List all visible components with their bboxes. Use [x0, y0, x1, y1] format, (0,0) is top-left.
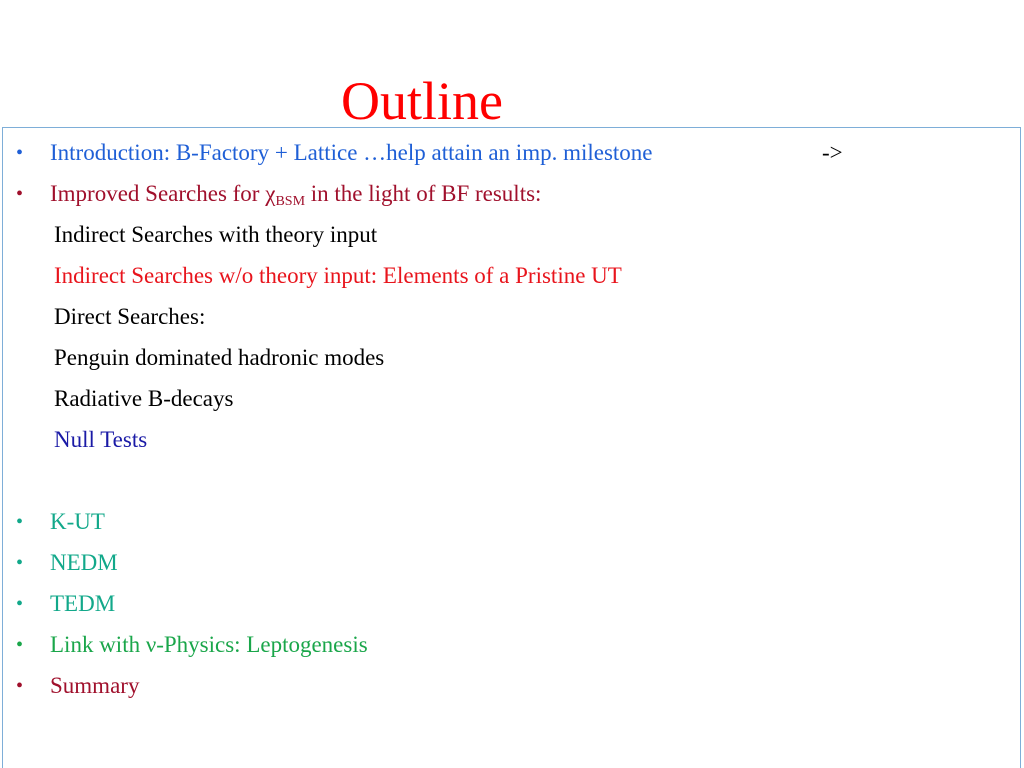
slide-title: Outline	[341, 71, 503, 131]
arrow-text: ->	[822, 140, 843, 165]
bullet: •	[16, 183, 24, 205]
bsm-subscript: BSM	[275, 194, 306, 209]
bullet: •	[16, 552, 24, 574]
item-text: TEDM	[50, 591, 116, 616]
item-text: Indirect Searches w/o theory input: Elements of a Pristine UT	[54, 263, 622, 288]
item-text: Radiative B-decays	[54, 386, 234, 411]
item-text: Direct Searches:	[54, 304, 206, 329]
item-text: Improved Searches for $\chi_{BSM}$ in the light of BF results:	[50, 181, 542, 209]
chi-symbol: χ	[265, 181, 276, 206]
item-text: Summary	[50, 673, 140, 698]
bullet: •	[16, 634, 24, 656]
item-text: K-UT	[50, 509, 105, 534]
bullet: •	[16, 511, 24, 533]
bullet: •	[16, 142, 24, 164]
bullet: •	[16, 675, 24, 697]
bullet: •	[16, 593, 24, 615]
item-text: Null Tests	[54, 427, 148, 452]
item-text: Indirect Searches with theory input	[54, 222, 378, 247]
item-text: Introduction: B-Factory + Lattice …help attain an imp. milestone	[50, 140, 653, 165]
item-text: Penguin dominated hadronic modes	[54, 345, 385, 370]
item-text: Link with ν-Physics: Leptogenesis	[50, 632, 368, 657]
item-text: NEDM	[50, 550, 118, 575]
